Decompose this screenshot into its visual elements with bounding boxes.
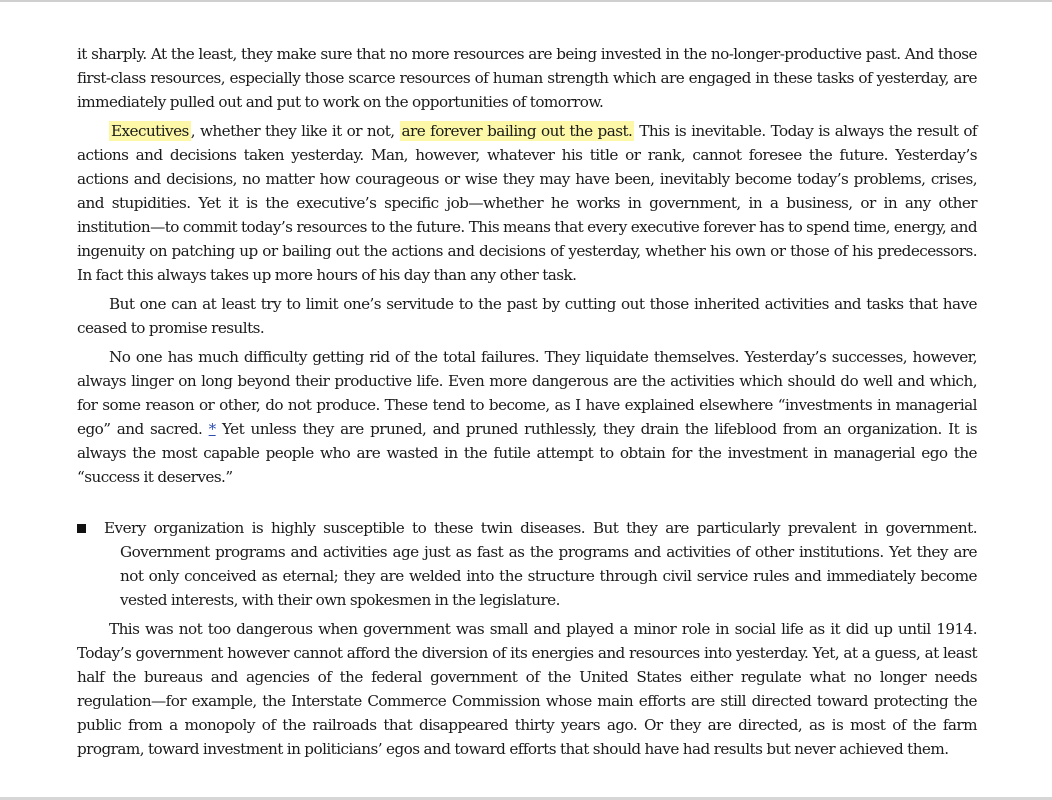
paragraph-2-text-b: This is inevitable. Today is always the result of actions and decisions taken yesterday. Man, however, whatever his title or rank, cannot foresee the future. Yesterday’s actions and decisions, no matter how courageous or wise they may have been, inevitably become today’s problems, crises, and stupidities. Yet it is the executive’s specific job—whether he works in government, in a business, or in any other institution—to commit today’s resources to the future. This means that every executive forever has to spend time, energy, and ingenuity on patching up or bailing out the actions and decisions of yesterday, whether his own or those of his predecessors. In fact this always takes up more hours of his day than any other task. xyxy=(77,122,978,284)
paragraph-3: But one can at least try to limit one’s servitude to the past by cutting out those inherited activities and tasks that have ceased to promise results. xyxy=(77,295,977,337)
paragraph-4 xyxy=(77,345,977,489)
footnote-link[interactable]: * xyxy=(208,420,216,438)
paragraph-2-text-a: , whether they like it or not, xyxy=(190,122,400,140)
paragraph-2 xyxy=(77,119,977,287)
paragraph-4-text-b: Yet unless they are pruned, and pruned ruthlessly, they drain the lifeblood from an organization. It is always the most capable people who are wasted in the futile attempt to obtain for the investment in managerial ego the “success it deserves.” xyxy=(77,420,977,486)
bullet-paragraph xyxy=(77,516,977,612)
top-border xyxy=(0,0,1052,2)
paragraph-4-text-a: No one has much difficulty getting rid of the total failures. They liquidate themselves. Yesterday’s successes, however, always linger on long beyond their productive life. Even more dangerous are the activities which should do well and which, for some reason or other, do not produce. These tend to become, as I have explained elsewhere “investments in managerial ego” and sacred. xyxy=(77,348,977,438)
square-bullet-icon xyxy=(77,524,86,533)
paragraph-1: it sharply. At the least, they make sure that no more resources are being invested in the no-longer-productive past. And those first-class resources, especially those scarce resources of human strength which are engaged in these tasks of yesterday, are immediately pulled out and put to work on the opportunities of tomorrow. xyxy=(77,45,977,111)
highlight-executives[interactable]: Executives xyxy=(111,122,189,140)
bullet-lead-text: Every organization is highly susceptible to these twin diseases. But they are particularly prevalent in government. xyxy=(104,519,977,537)
highlight-bailing-out[interactable]: are forever bailing out the past. xyxy=(401,122,633,140)
reader-page xyxy=(77,42,977,766)
bullet-rest-text: Government programs and activities age just as fast as the programs and activities of other institutions. Yet they are not only conceived as eternal; they are welded into the structure through civil service rules and immediately become vested interests, with their own spokesmen in the legislature. xyxy=(120,543,977,609)
paragraph-5: This was not too dangerous when government was small and played a minor role in social life as it did up until 1914. Today’s government however cannot afford the diversion of its energies and resources into yesterday. Yet, at a guess, at least half the bureaus and agencies of the federal government of the United States either regulate what no longer needs regulation—for example, the Interstate Commerce Commission whose main efforts are still directed toward protecting the public from a monopoly of the railroads that disappeared thirty years ago. Or they are directed, as is most of the farm program, toward investment in politicians’ egos and toward efforts that should have had results but never achieved them. xyxy=(77,620,977,758)
